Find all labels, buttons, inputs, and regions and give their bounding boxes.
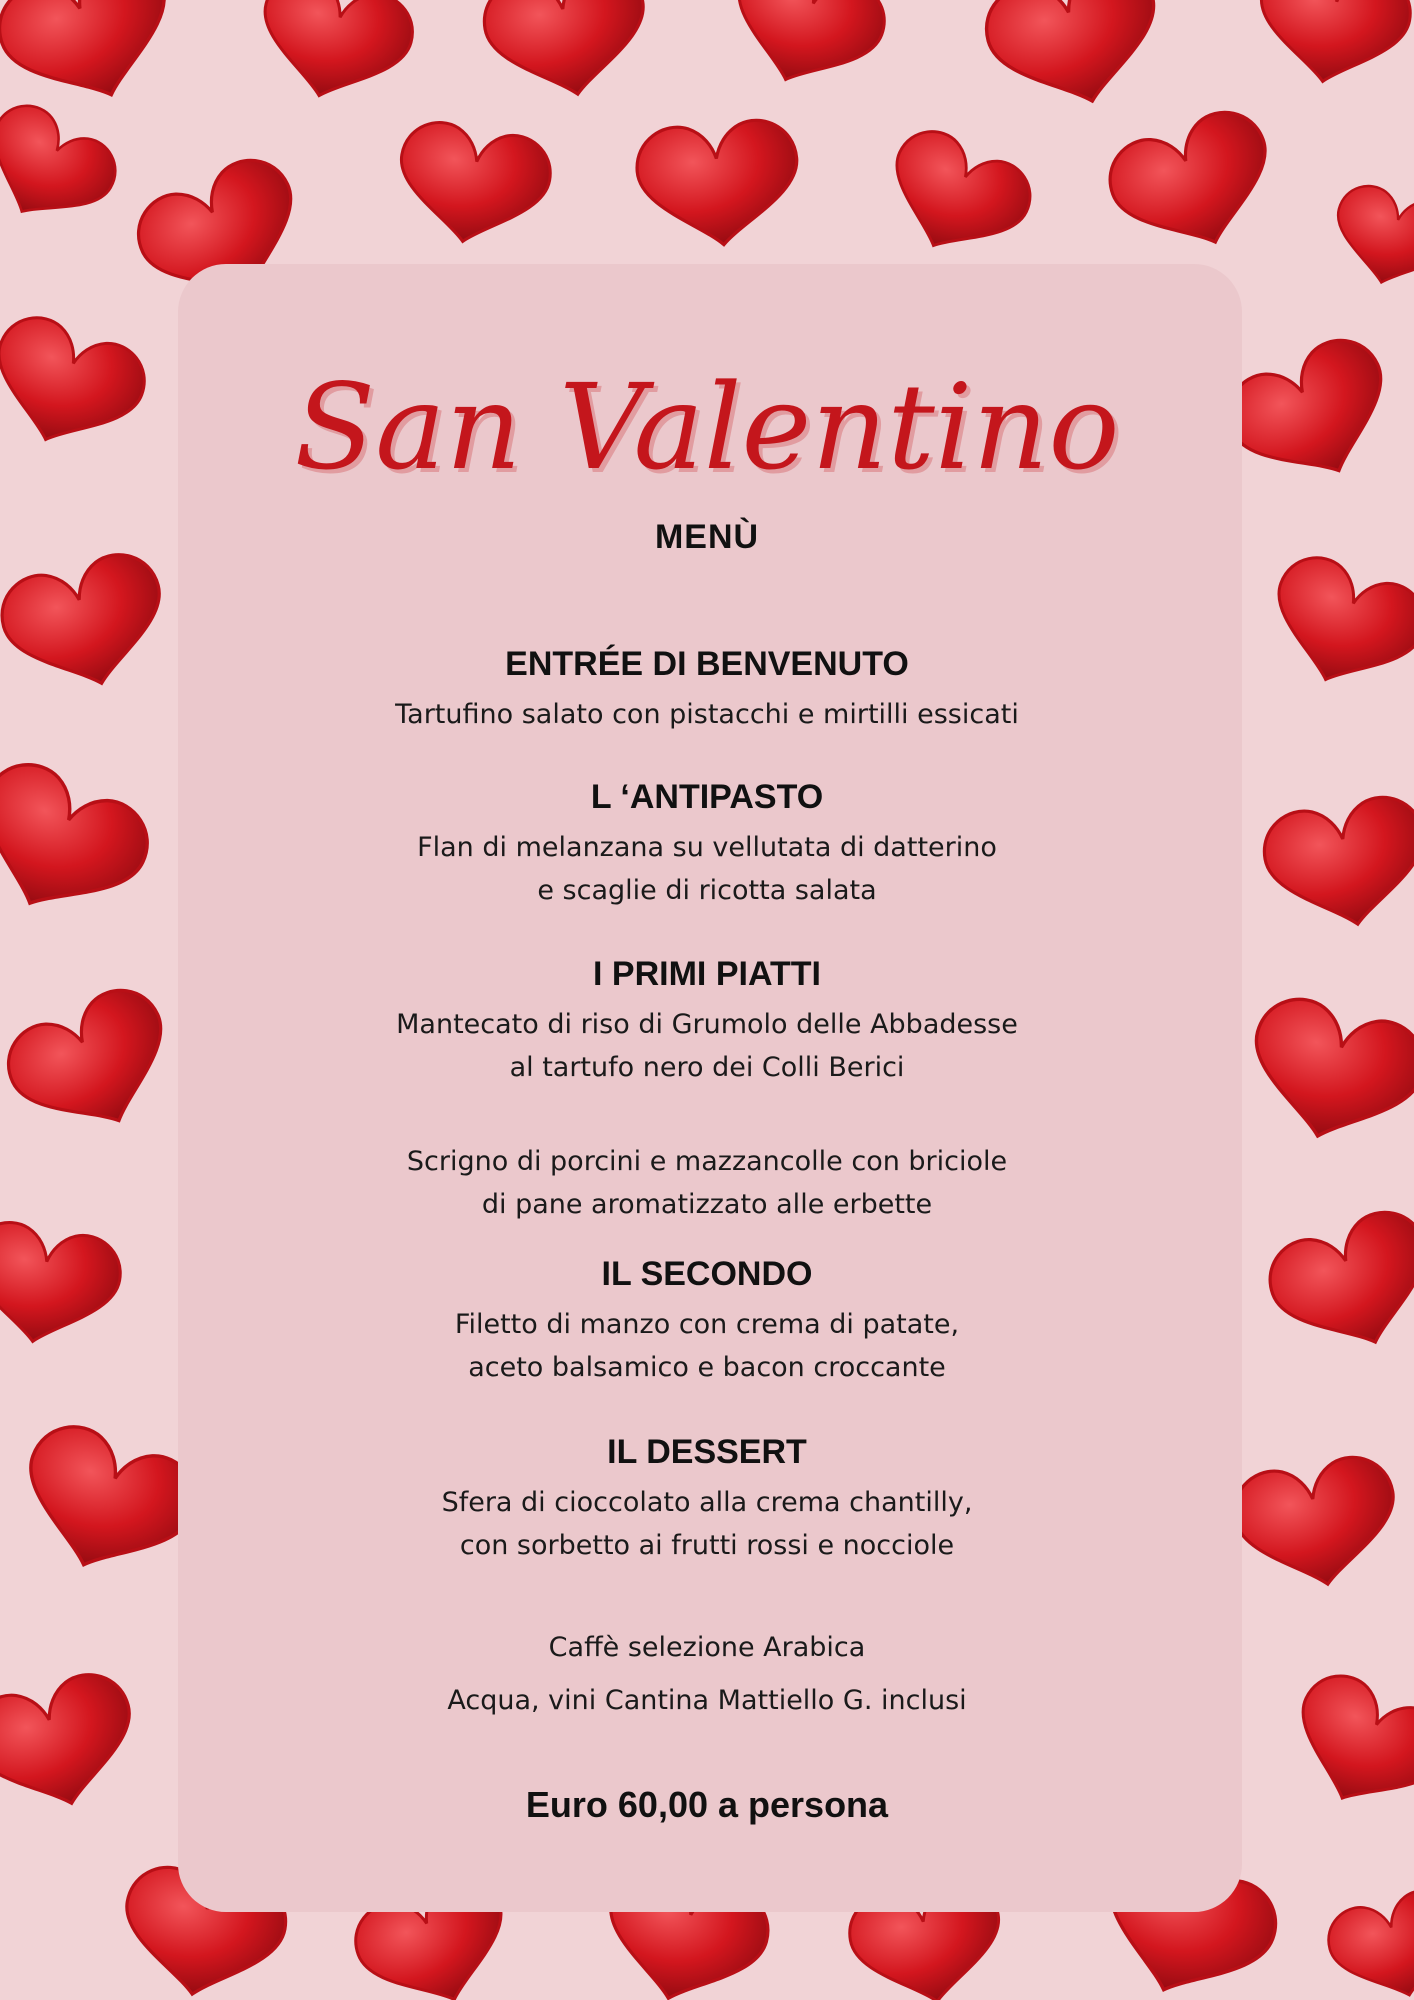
section-heading-dessert: IL DESSERT <box>607 1433 807 1471</box>
menu-title: San Valentino <box>294 358 1120 496</box>
heart-icon <box>870 120 1042 275</box>
section-heading-primi: I PRIMI PIATTI <box>593 955 821 993</box>
antipasto-description-line1: Flan di melanzana su vellutata di datterino <box>417 832 997 863</box>
heart-icon <box>715 0 895 105</box>
coffee-note: Caffè selezione Arabica <box>548 1632 866 1663</box>
heart-icon <box>247 0 421 115</box>
drinks-note: Acqua, vini Cantina Mattiello G. inclusi <box>447 1685 967 1716</box>
heart-icon <box>1249 0 1414 94</box>
heart-icon <box>634 117 804 252</box>
section-heading-secondo: IL SECONDO <box>601 1255 813 1293</box>
heart-icon <box>478 0 657 108</box>
heart-icon <box>1323 179 1414 298</box>
section-heading-entree: ENTRÉE DI BENVENUTO <box>505 645 909 683</box>
primi-dish2-line1: Scrigno di porcini e mazzancolle con briciole <box>406 1146 1008 1177</box>
heart-icon <box>1228 1451 1407 1598</box>
secondo-description-line1: Filetto di manzo con crema di patate, <box>454 1309 960 1340</box>
heart-icon <box>0 94 127 244</box>
section-heading-antipasto: L ‘ANTIPASTO <box>590 778 824 816</box>
secondo-description-line2: aceto balsamico e bacon croccante <box>468 1352 946 1383</box>
antipasto-description-line2: e scaglie di ricotta salata <box>537 875 877 906</box>
menu-subtitle: MENÙ <box>654 518 760 556</box>
dessert-description-line2: con sorbetto ai frutti rossi e nocciole <box>459 1530 955 1561</box>
heart-icon <box>1099 101 1291 270</box>
heart-icon <box>1321 1883 1414 2000</box>
entree-description: Tartufino salato con pistacchi e mirtilli essicati <box>395 699 1019 730</box>
menu-card <box>178 264 1242 1912</box>
primi-dish2-line2: di pane aromatizzato alle erbette <box>481 1189 933 1220</box>
heart-icon <box>977 0 1175 123</box>
primi-dish1-line2: al tartufo nero dei Colli Berici <box>509 1052 905 1083</box>
dessert-description-line1: Sfera di cioccolato alla crema chantilly, <box>441 1487 973 1518</box>
heart-icon <box>1255 547 1414 705</box>
primi-dish1-line1: Mantecato di riso di Grumolo delle Abbadesse <box>396 1009 1018 1040</box>
heart-icon <box>389 116 556 254</box>
price-label: Euro 60,00 a persona <box>525 1784 889 1825</box>
